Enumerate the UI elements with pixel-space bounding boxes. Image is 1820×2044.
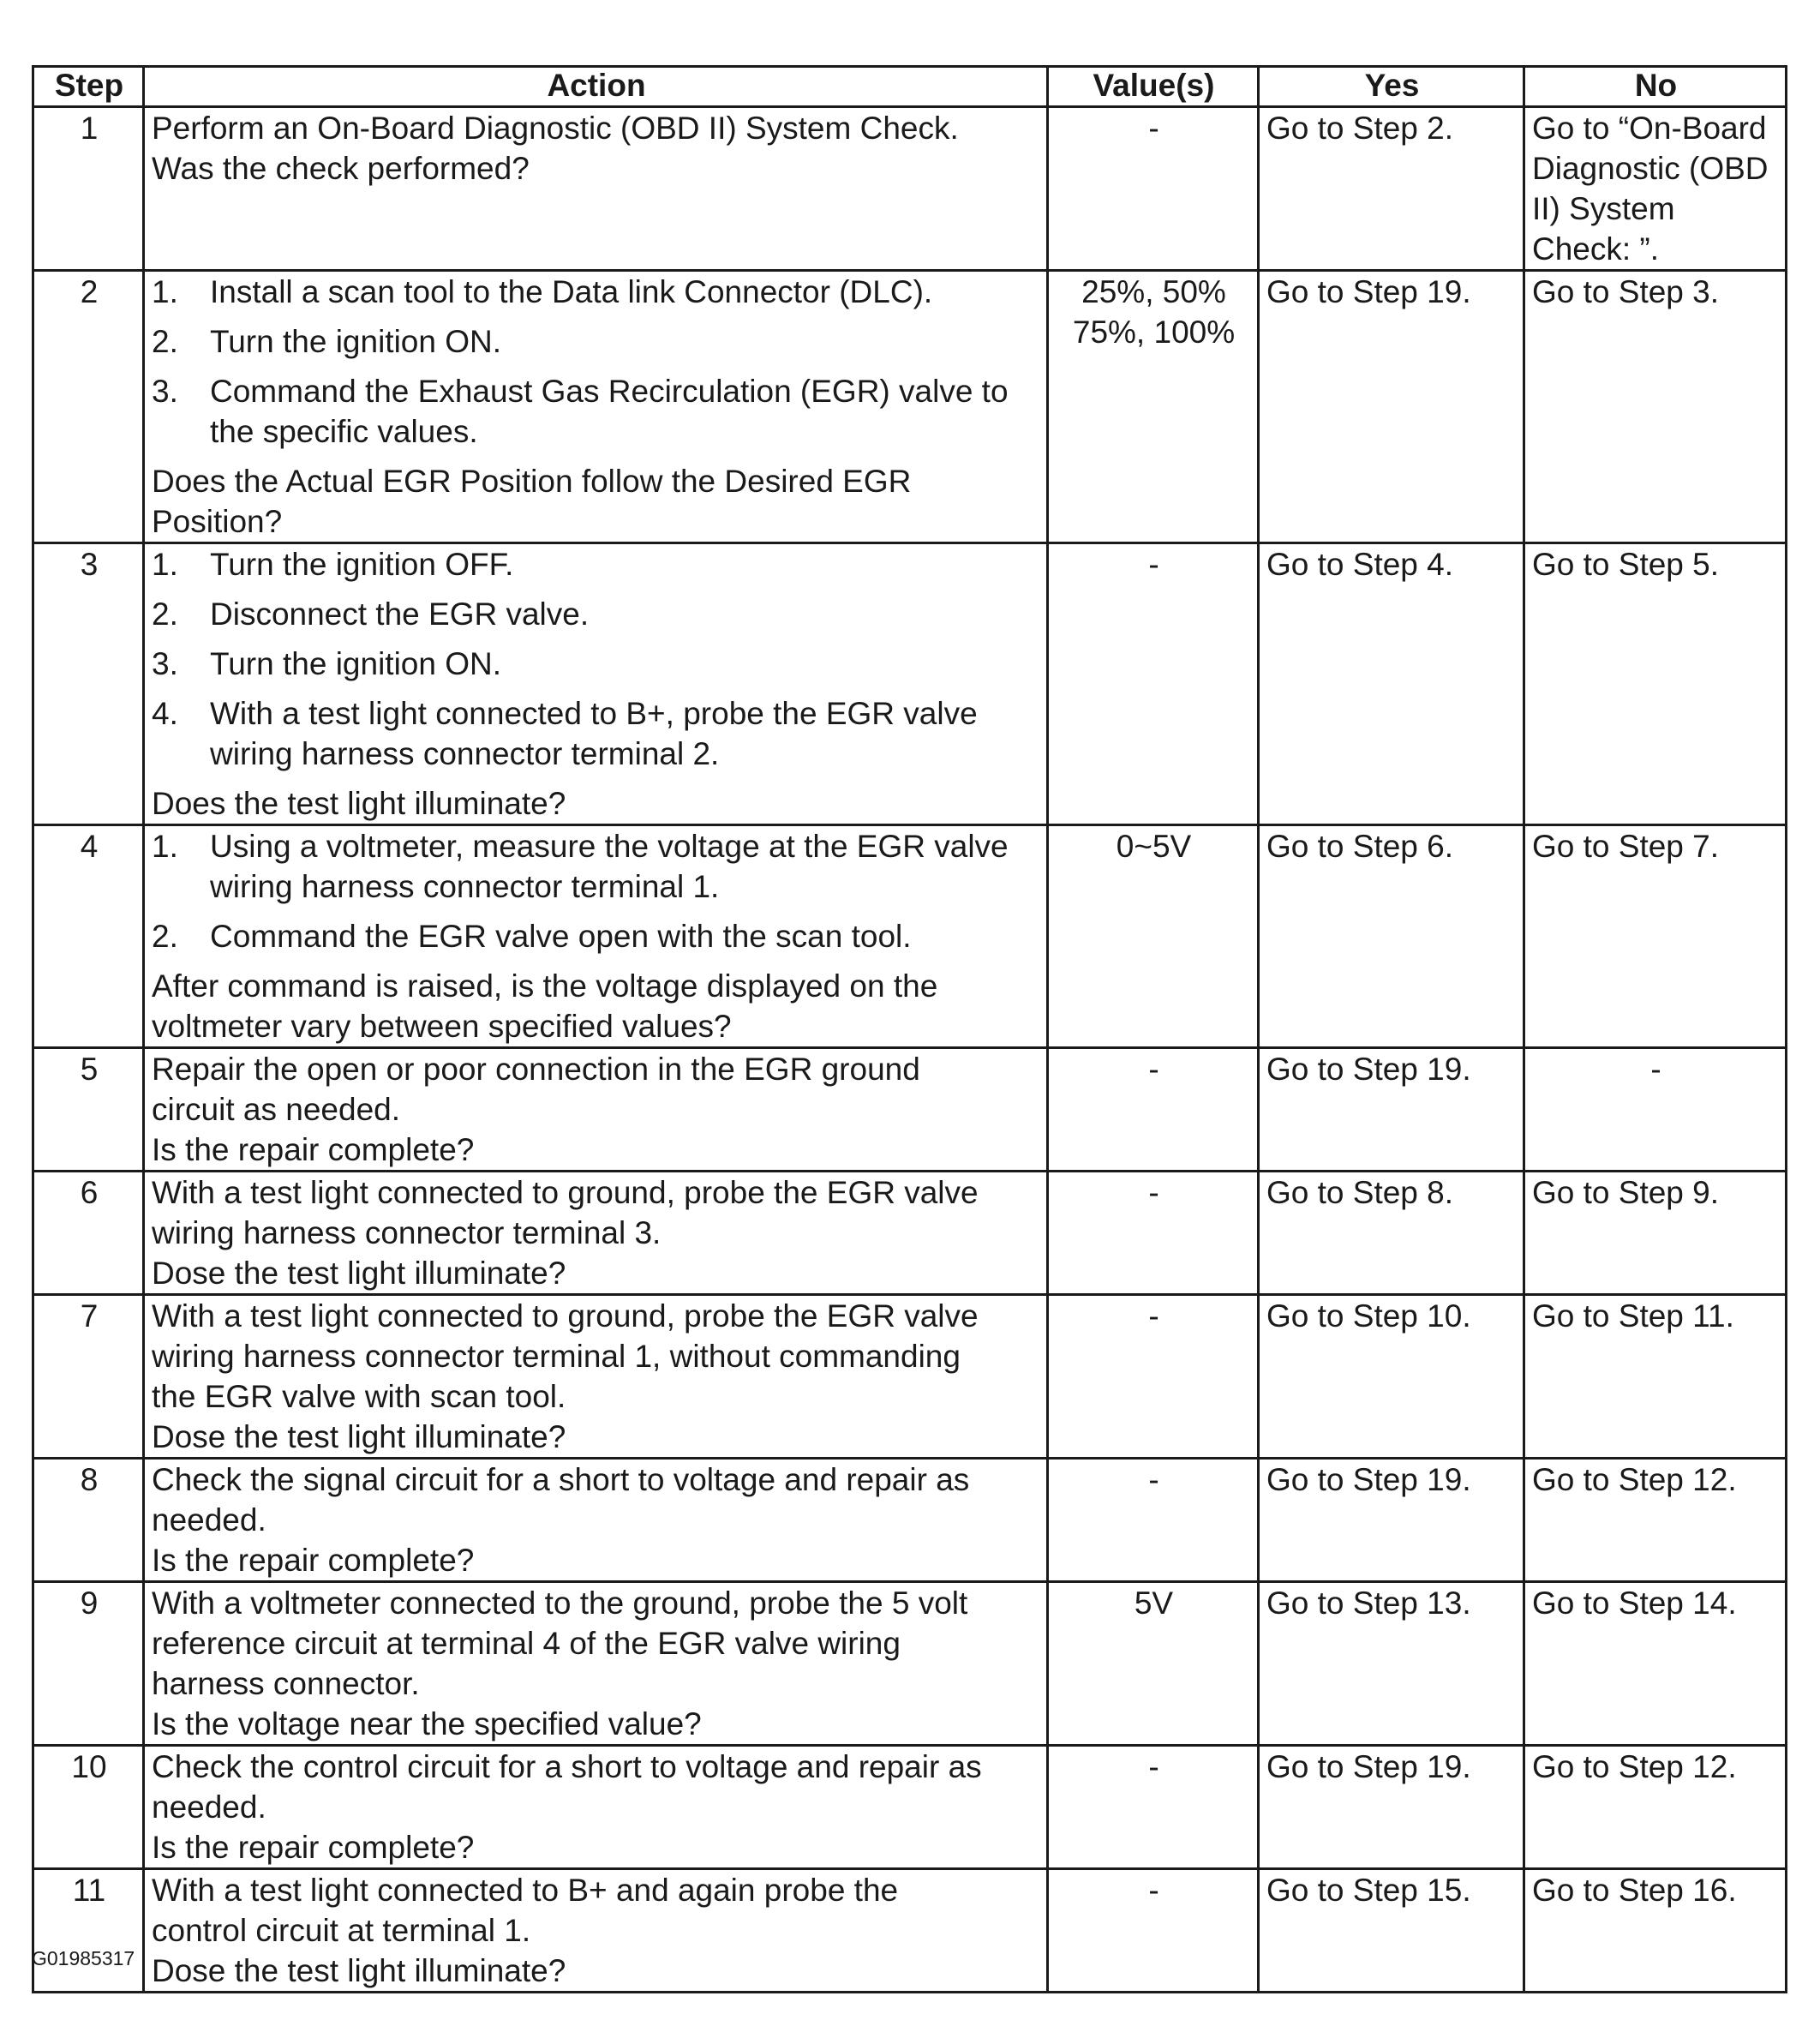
table-row bbox=[33, 1048, 1787, 1172]
no-text: Go to Step 5. bbox=[1532, 547, 1720, 582]
action-item-number: 1. bbox=[152, 829, 178, 864]
value-text: 5V bbox=[1134, 1585, 1174, 1621]
action-text-line: Dose the test light illuminate? bbox=[152, 1256, 566, 1291]
no-text: Go to Step 12. bbox=[1532, 1749, 1737, 1784]
action-text-line: circuit as needed. bbox=[152, 1092, 401, 1127]
action-cell bbox=[144, 1172, 1048, 1295]
action-list-item bbox=[152, 644, 1041, 684]
no-text: Go to Step 3. bbox=[1532, 274, 1720, 309]
action-cell bbox=[144, 1582, 1048, 1746]
value-text: - bbox=[1148, 1052, 1159, 1087]
action-item-number: 2. bbox=[152, 919, 178, 954]
action-item-number: 2. bbox=[152, 596, 178, 632]
no-text: Go to Step 16. bbox=[1532, 1873, 1737, 1908]
yes-cell: Go to Step 15. bbox=[1259, 1869, 1524, 1993]
action-item-text: Turn the ignition ON. bbox=[210, 324, 502, 359]
action-text-line: Dose the test light illuminate? bbox=[152, 1953, 566, 1988]
no-text: Check: ”. bbox=[1532, 231, 1660, 267]
step-number: 2 bbox=[33, 271, 144, 543]
figure-id: G01985317 bbox=[32, 1947, 135, 1969]
header-yes: Yes bbox=[1259, 67, 1524, 107]
value-cell bbox=[1048, 271, 1259, 543]
action-cell bbox=[144, 1869, 1048, 1993]
table-row bbox=[33, 543, 1787, 825]
no-text: - bbox=[1650, 1052, 1661, 1087]
table-row bbox=[33, 107, 1787, 271]
yes-cell: Go to Step 19. bbox=[1259, 1048, 1524, 1172]
action-item-text: Disconnect the EGR valve. bbox=[210, 596, 590, 632]
action-list-item bbox=[152, 693, 1041, 774]
action-text-line: Perform an On-Board Diagnostic (OBD II) System Check. bbox=[152, 111, 959, 146]
action-text-line: Check the control circuit for a short to voltage and repair as bbox=[152, 1749, 982, 1784]
step-number: 11 bbox=[33, 1869, 144, 1993]
action-cell bbox=[144, 543, 1048, 825]
no-text: Go to “On-Board bbox=[1532, 111, 1767, 146]
step-number: 5 bbox=[33, 1048, 144, 1172]
action-item-text: Using a voltmeter, measure the voltage at the EGR valve wiring harness connector terminal 1. bbox=[210, 829, 1009, 904]
no-text: Go to Step 7. bbox=[1532, 829, 1720, 864]
action-item-text: Install a scan tool to the Data link Connector (DLC). bbox=[210, 274, 933, 309]
value-text: 25%, 50% bbox=[1081, 274, 1226, 309]
action-item-number: 2. bbox=[152, 324, 178, 359]
no-cell bbox=[1524, 543, 1787, 825]
action-text-line: Is the repair complete? bbox=[152, 1830, 475, 1865]
value-cell bbox=[1048, 1746, 1259, 1869]
value-text: - bbox=[1148, 111, 1159, 146]
value-text: 0~5V bbox=[1116, 829, 1192, 864]
action-item-text: Command the Exhaust Gas Recirculation (EGR) valve to the specific values. bbox=[210, 374, 1009, 449]
action-text-line: Repair the open or poor connection in the EGR ground bbox=[152, 1052, 920, 1087]
action-item-number: 1. bbox=[152, 274, 178, 309]
no-text: Go to Step 12. bbox=[1532, 1462, 1737, 1497]
action-cell bbox=[144, 1746, 1048, 1869]
action-text-line: After command is raised, is the voltage displayed on the bbox=[152, 968, 938, 1004]
action-text-line: Does the test light illuminate? bbox=[152, 786, 566, 821]
no-cell bbox=[1524, 1048, 1787, 1172]
value-cell bbox=[1048, 825, 1259, 1048]
header-values: Value(s) bbox=[1048, 67, 1259, 107]
no-cell bbox=[1524, 1746, 1787, 1869]
action-text-line: With a voltmeter connected to the ground, probe the 5 volt bbox=[152, 1585, 968, 1621]
step-number: 8 bbox=[33, 1459, 144, 1582]
action-list-item bbox=[152, 544, 1041, 584]
table-header-row bbox=[33, 67, 1787, 107]
value-cell bbox=[1048, 107, 1259, 271]
yes-cell: Go to Step 13. bbox=[1259, 1582, 1524, 1746]
action-text-line: the EGR valve with scan tool. bbox=[152, 1379, 566, 1414]
step-number: 3 bbox=[33, 543, 144, 825]
action-list-item bbox=[152, 272, 1041, 312]
value-text: - bbox=[1148, 1298, 1159, 1334]
action-list-item bbox=[152, 321, 1041, 362]
yes-cell: Go to Step 2. bbox=[1259, 107, 1524, 271]
action-text-line: voltmeter vary between specified values? bbox=[152, 1009, 732, 1044]
value-cell bbox=[1048, 1172, 1259, 1295]
value-cell bbox=[1048, 1582, 1259, 1746]
action-item-text: Turn the ignition ON. bbox=[210, 646, 502, 681]
action-list-item bbox=[152, 594, 1041, 634]
table-row bbox=[33, 1295, 1787, 1459]
action-text-line: needed. bbox=[152, 1789, 266, 1825]
no-text: Go to Step 14. bbox=[1532, 1585, 1737, 1621]
yes-cell: Go to Step 8. bbox=[1259, 1172, 1524, 1295]
action-item-number: 3. bbox=[152, 374, 178, 409]
action-cell bbox=[144, 1295, 1048, 1459]
action-text-line: Check the signal circuit for a short to voltage and repair as bbox=[152, 1462, 970, 1497]
action-text-line: Is the repair complete? bbox=[152, 1132, 475, 1167]
action-text-line: With a test light connected to ground, probe the EGR valve bbox=[152, 1175, 979, 1210]
action-text-line: Was the check performed? bbox=[152, 151, 530, 186]
step-number: 7 bbox=[33, 1295, 144, 1459]
yes-cell: Go to Step 10. bbox=[1259, 1295, 1524, 1459]
value-cell bbox=[1048, 1459, 1259, 1582]
no-cell bbox=[1524, 1582, 1787, 1746]
table-body bbox=[33, 107, 1787, 1993]
no-cell bbox=[1524, 1869, 1787, 1993]
action-list-item bbox=[152, 826, 1041, 907]
no-cell bbox=[1524, 1172, 1787, 1295]
header-no: No bbox=[1524, 67, 1787, 107]
action-text-line: Is the voltage near the specified value? bbox=[152, 1706, 702, 1741]
yes-cell: Go to Step 19. bbox=[1259, 1746, 1524, 1869]
no-cell bbox=[1524, 271, 1787, 543]
no-cell bbox=[1524, 1295, 1787, 1459]
value-cell bbox=[1048, 1048, 1259, 1172]
yes-cell: Go to Step 6. bbox=[1259, 825, 1524, 1048]
action-list-item bbox=[152, 916, 1041, 956]
action-cell bbox=[144, 1048, 1048, 1172]
value-text: - bbox=[1148, 1175, 1159, 1210]
header-step: Step bbox=[33, 67, 144, 107]
step-number: 9 bbox=[33, 1582, 144, 1746]
action-text-line: harness connector. bbox=[152, 1666, 420, 1701]
action-item-text: Turn the ignition OFF. bbox=[210, 547, 514, 582]
action-text-line: needed. bbox=[152, 1502, 266, 1537]
header-action: Action bbox=[144, 67, 1048, 107]
value-text: - bbox=[1148, 1749, 1159, 1784]
action-text-line: Is the repair complete? bbox=[152, 1543, 475, 1578]
step-number: 6 bbox=[33, 1172, 144, 1295]
action-text-line: wiring harness connector terminal 1, without commanding bbox=[152, 1339, 961, 1374]
table-row bbox=[33, 1172, 1787, 1295]
table-row bbox=[33, 1582, 1787, 1746]
value-cell bbox=[1048, 543, 1259, 825]
table-row bbox=[33, 271, 1787, 543]
action-text-line: Position? bbox=[152, 504, 283, 539]
action-item-number: 4. bbox=[152, 696, 178, 731]
table-row bbox=[33, 825, 1787, 1048]
no-cell bbox=[1524, 107, 1787, 271]
table-row bbox=[33, 1746, 1787, 1869]
action-text-line: Dose the test light illuminate? bbox=[152, 1419, 566, 1454]
action-item-text: Command the EGR valve open with the scan tool. bbox=[210, 919, 912, 954]
table-row bbox=[33, 1869, 1787, 1993]
action-text-line: Does the Actual EGR Position follow the Desired EGR bbox=[152, 464, 912, 499]
step-number: 10 bbox=[33, 1746, 144, 1869]
action-text-line: control circuit at terminal 1. bbox=[152, 1913, 531, 1948]
table-row bbox=[33, 1459, 1787, 1582]
no-text: Diagnostic (OBD bbox=[1532, 151, 1769, 186]
value-cell bbox=[1048, 1295, 1259, 1459]
value-text: 75%, 100% bbox=[1072, 315, 1236, 350]
value-text: - bbox=[1148, 547, 1159, 582]
action-text-line: With a test light connected to B+ and again probe the bbox=[152, 1873, 899, 1908]
action-cell bbox=[144, 825, 1048, 1048]
action-item-number: 3. bbox=[152, 646, 178, 681]
action-cell bbox=[144, 1459, 1048, 1582]
value-cell bbox=[1048, 1869, 1259, 1993]
diagnostic-table bbox=[32, 65, 1787, 1993]
action-text-line: reference circuit at terminal 4 of the EGR valve wiring bbox=[152, 1626, 901, 1661]
value-text: - bbox=[1148, 1462, 1159, 1497]
yes-cell: Go to Step 19. bbox=[1259, 1459, 1524, 1582]
action-cell bbox=[144, 271, 1048, 543]
step-number: 4 bbox=[33, 825, 144, 1048]
action-list-item bbox=[152, 371, 1041, 452]
value-text: - bbox=[1148, 1873, 1159, 1908]
action-item-number: 1. bbox=[152, 547, 178, 582]
action-cell bbox=[144, 107, 1048, 271]
action-text-line: wiring harness connector terminal 3. bbox=[152, 1215, 662, 1250]
no-text: Go to Step 9. bbox=[1532, 1175, 1720, 1210]
no-cell bbox=[1524, 825, 1787, 1048]
no-text: II) System bbox=[1532, 191, 1675, 226]
no-text: Go to Step 11. bbox=[1532, 1298, 1734, 1334]
no-cell bbox=[1524, 1459, 1787, 1582]
yes-cell: Go to Step 19. bbox=[1259, 271, 1524, 543]
step-number: 1 bbox=[33, 107, 144, 271]
action-item-text: With a test light connected to B+, probe the EGR valve wiring harness connector terminal 2. bbox=[210, 696, 978, 771]
action-text-line: With a test light connected to ground, probe the EGR valve bbox=[152, 1298, 979, 1334]
yes-cell: Go to Step 4. bbox=[1259, 543, 1524, 825]
